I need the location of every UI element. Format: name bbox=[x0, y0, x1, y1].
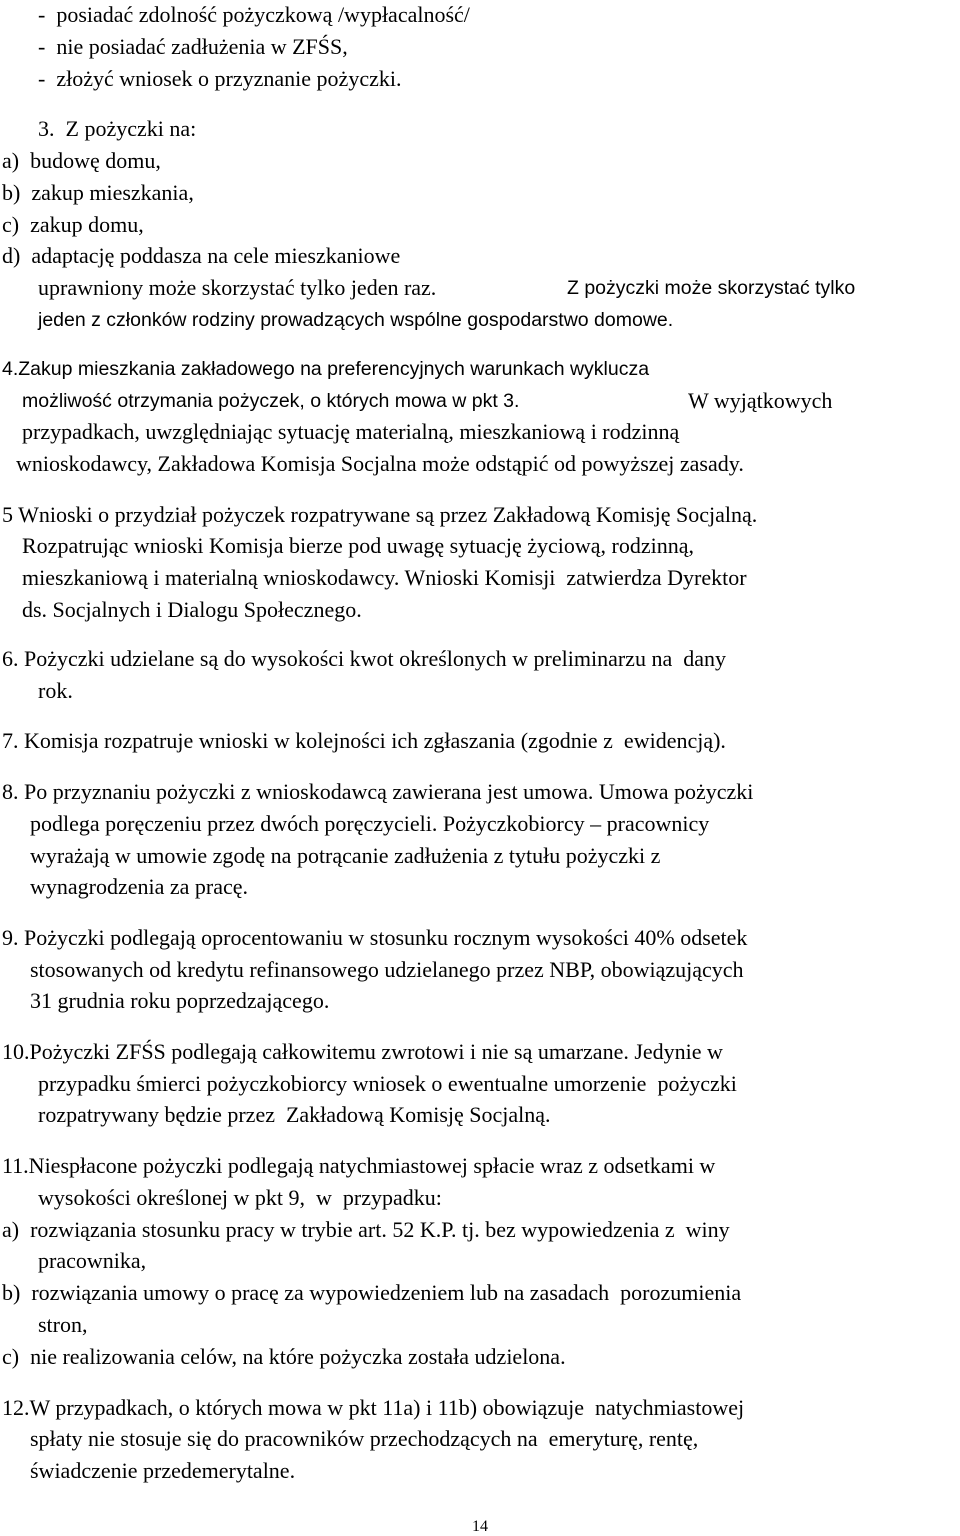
list-item: d) adaptację poddasza na cele mieszkaniowe bbox=[2, 243, 401, 268]
requirement-line: - złożyć wniosek o przyznanie pożyczki. bbox=[38, 66, 402, 91]
list-item: a) rozwiązania stosunku pracy w trybie art. 52 K.P. tj. bez wypowiedzenia z winy bbox=[2, 1217, 730, 1242]
paragraph-line: jeden z członków rodziny prowadzących wspólne gospodarstwo domowe. bbox=[38, 309, 674, 331]
list-item-continuation: pracownika, bbox=[38, 1248, 147, 1273]
requirement-line: - posiadać zdolność pożyczkową /wypłacalność/ bbox=[38, 2, 470, 27]
paragraph-line: Z pożyczki może skorzystać tylko bbox=[567, 277, 856, 299]
paragraph-12-line: świadczenie przedemerytalne. bbox=[30, 1458, 296, 1483]
list-item: c) nie realizowania celów, na które pożyczka została udzielona. bbox=[2, 1344, 566, 1369]
paragraph-6-line: 6. Pożyczki udzielane są do wysokości kwot określonych w preliminarzu na dany bbox=[2, 646, 726, 671]
paragraph-8-line: wyrażają w umowie zgodę na potrącanie zadłużenia z tytułu pożyczki z bbox=[30, 843, 661, 868]
paragraph-12-line: spłaty nie stosuje się do pracowników przechodzących na emeryturę, rentę, bbox=[30, 1426, 699, 1451]
paragraph-9-line: stosowanych od kredytu refinansowego udzielanego przez NBP, obowiązujących bbox=[30, 957, 744, 982]
paragraph-4-line: wnioskodawcy, Zakładowa Komisja Socjalna może odstąpić od powyższej zasady. bbox=[16, 451, 744, 476]
paragraph-5-line: Rozpatrując wnioski Komisja bierze pod uwagę sytuację życiową, rodzinną, bbox=[22, 533, 694, 558]
list-item: b) rozwiązania umowy o pracę za wypowiedzeniem lub na zasadach porozumienia bbox=[2, 1280, 742, 1305]
paragraph-10-line: 10.Pożyczki ZFŚS podlegają całkowitemu zwrotowi i nie są umarzane. Jedynie w bbox=[2, 1039, 723, 1064]
paragraph-4-line: W wyjątkowych bbox=[688, 388, 833, 413]
list-item-continuation: stron, bbox=[38, 1312, 88, 1337]
page-number: 14 bbox=[472, 1518, 488, 1535]
paragraph-8-line: podlega poręczeniu przez dwóch poręczycieli. Pożyczkobiorcy – pracownicy bbox=[30, 811, 710, 836]
list-item: c) zakup domu, bbox=[2, 212, 144, 237]
paragraph-6-line: rok. bbox=[38, 678, 73, 703]
paragraph-4-line: 4.Zakup mieszkania zakładowego na preferencyjnych warunkach wyklucza bbox=[2, 358, 650, 380]
paragraph-3-heading: 3. Z pożyczki na: bbox=[38, 116, 197, 141]
paragraph-9-line: 9. Pożyczki podlegają oprocentowaniu w stosunku rocznym wysokości 40% odsetek bbox=[2, 925, 748, 950]
paragraph-12-line: 12.W przypadkach, o których mowa w pkt 11a) i 11b) obowiązuje natychmiastowej bbox=[2, 1395, 745, 1420]
paragraph-line: uprawniony może skorzystać tylko jeden raz. bbox=[38, 275, 437, 300]
paragraph-4-line: możliwość otrzymania pożyczek, o których mowa w pkt 3. bbox=[22, 390, 520, 412]
list-item: b) zakup mieszkania, bbox=[2, 180, 194, 205]
list-item: a) budowę domu, bbox=[2, 148, 161, 173]
paragraph-5-line: mieszkaniową i materialną wnioskodawcy. Wnioski Komisji zatwierdza Dyrektor bbox=[22, 565, 747, 590]
paragraph-10-line: przypadku śmierci pożyczkobiorcy wniosek o ewentualne umorzenie pożyczki bbox=[38, 1071, 737, 1096]
paragraph-4-line: przypadkach, uwzględniając sytuację materialną, mieszkaniową i rodzinną bbox=[22, 419, 680, 444]
paragraph-8-line: wynagrodzenia za pracę. bbox=[30, 874, 249, 899]
paragraph-7-line: 7. Komisja rozpatruje wnioski w kolejności ich zgłaszania (zgodnie z ewidencją). bbox=[2, 728, 726, 753]
paragraph-5-line: ds. Socjalnych i Dialogu Społecznego. bbox=[22, 597, 362, 622]
paragraph-9-line: 31 grudnia roku poprzedzającego. bbox=[30, 988, 330, 1013]
paragraph-5-line: 5 Wnioski o przydział pożyczek rozpatrywane są przez Zakładową Komisję Socjalną. bbox=[2, 502, 758, 527]
paragraph-11-line: 11.Niespłacone pożyczki podlegają natychmiastowej spłacie wraz z odsetkami w bbox=[2, 1153, 716, 1178]
requirement-line: - nie posiadać zadłużenia w ZFŚS, bbox=[38, 34, 348, 59]
paragraph-8-line: 8. Po przyznaniu pożyczki z wnioskodawcą zawierana jest umowa. Umowa pożyczki bbox=[2, 779, 754, 804]
paragraph-10-line: rozpatrywany będzie przez Zakładową Komisję Socjalną. bbox=[38, 1102, 551, 1127]
paragraph-11-line: wysokości określonej w pkt 9, w przypadku: bbox=[38, 1185, 442, 1210]
